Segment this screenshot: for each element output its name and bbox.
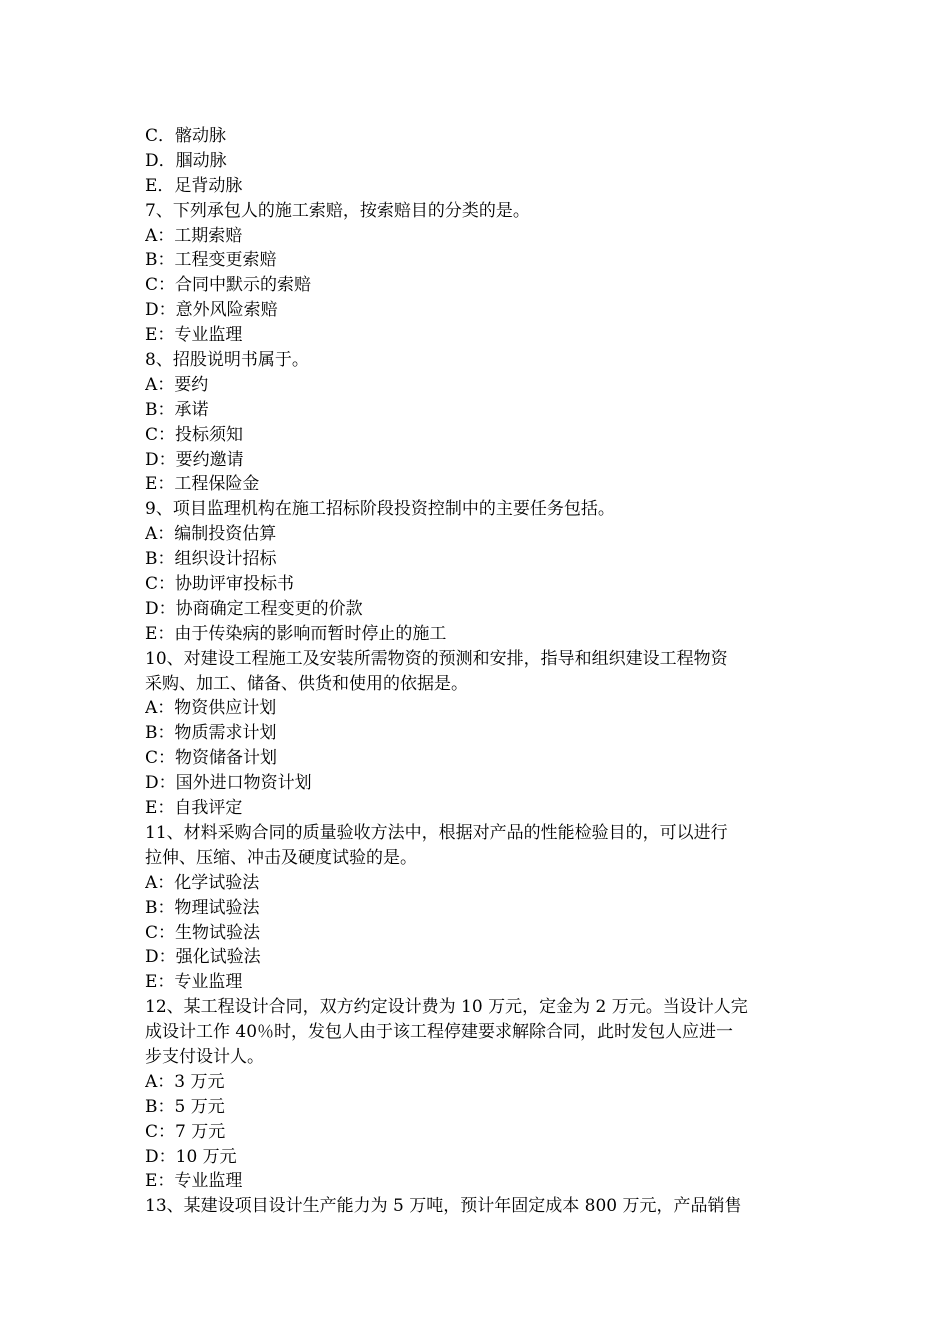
option-line: D：意外风险索赔: [145, 300, 278, 321]
option-line: A：物资供应计划: [145, 698, 277, 719]
option-line: E：专业监理: [145, 1171, 243, 1192]
question-line: 拉伸、压缩、冲击及硬度试验的是。: [145, 847, 417, 868]
option-line: B：5 万元: [145, 1096, 225, 1117]
question-line: 7、下列承包人的施工索赔，按索赔目的分类的是。: [145, 200, 530, 221]
question-line: 9、项目监理机构在施工招标阶段投资控制中的主要任务包括。: [145, 499, 615, 520]
option-line: A：工期索赔: [145, 225, 243, 246]
text-line: D．腘动脉: [145, 150, 227, 171]
text-line: E．足背动脉: [145, 175, 243, 196]
option-line: C：7 万元: [145, 1121, 226, 1142]
option-line: D：国外进口物资计划: [145, 773, 312, 794]
option-line: E：自我评定: [145, 798, 243, 819]
text-line: C．髂动脉: [145, 126, 227, 146]
option-line: C：投标须知: [145, 424, 244, 445]
option-line: B：物质需求计划: [145, 723, 277, 744]
option-line: D：强化试验法: [145, 947, 261, 968]
option-line: C：物资储备计划: [145, 748, 278, 769]
option-line: A：化学试验法: [145, 872, 260, 893]
option-line: E：专业监理: [145, 972, 243, 993]
option-line: E：由于传染病的影响而暂时停止的施工: [145, 623, 447, 644]
option-line: B：工程变更索赔: [145, 250, 277, 271]
option-line: D：10 万元: [145, 1146, 237, 1167]
option-line: B：承诺: [145, 399, 209, 420]
question-line: 成设计工作 40％时，发包人由于该工程停建要求解除合同，此时发包人应进一: [145, 1022, 734, 1043]
question-line: 步支付设计人。: [145, 1046, 264, 1067]
option-line: A：要约: [145, 374, 209, 395]
option-line: D：协商确定工程变更的价款: [145, 598, 363, 619]
option-line: D：要约邀请: [145, 449, 244, 470]
option-line: C：协助评审投标书: [145, 574, 295, 595]
option-line: C：生物试验法: [145, 922, 261, 943]
question-line: 8、招股说明书属于。: [145, 350, 309, 371]
option-line: A：3 万元: [145, 1071, 225, 1092]
option-line: C：合同中默示的索赔: [145, 275, 312, 296]
option-line: B：物理试验法: [145, 897, 260, 918]
option-line: B：组织设计招标: [145, 549, 277, 570]
question-line: 10、对建设工程施工及安装所需物资的预测和安排，指导和组织建设工程物资: [145, 648, 728, 669]
document-page: [145, 124, 810, 1219]
option-line: E：专业监理: [145, 325, 243, 346]
question-line: 12、某工程设计合同，双方约定设计费为 10 万元，定金为 2 万元。当设计人完: [145, 997, 748, 1018]
question-line: 11、材料采购合同的质量验收方法中，根据对产品的性能检验目的，可以进行: [145, 822, 728, 843]
option-line: A：编制投资估算: [145, 524, 277, 545]
option-line: E：工程保险金: [145, 474, 260, 495]
question-line: 13、某建设项目设计生产能力为 5 万吨，预计年固定成本 800 万元，产品销售: [145, 1196, 742, 1217]
question-line: 采购、加工、储备、供货和使用的依据是。: [145, 673, 468, 694]
